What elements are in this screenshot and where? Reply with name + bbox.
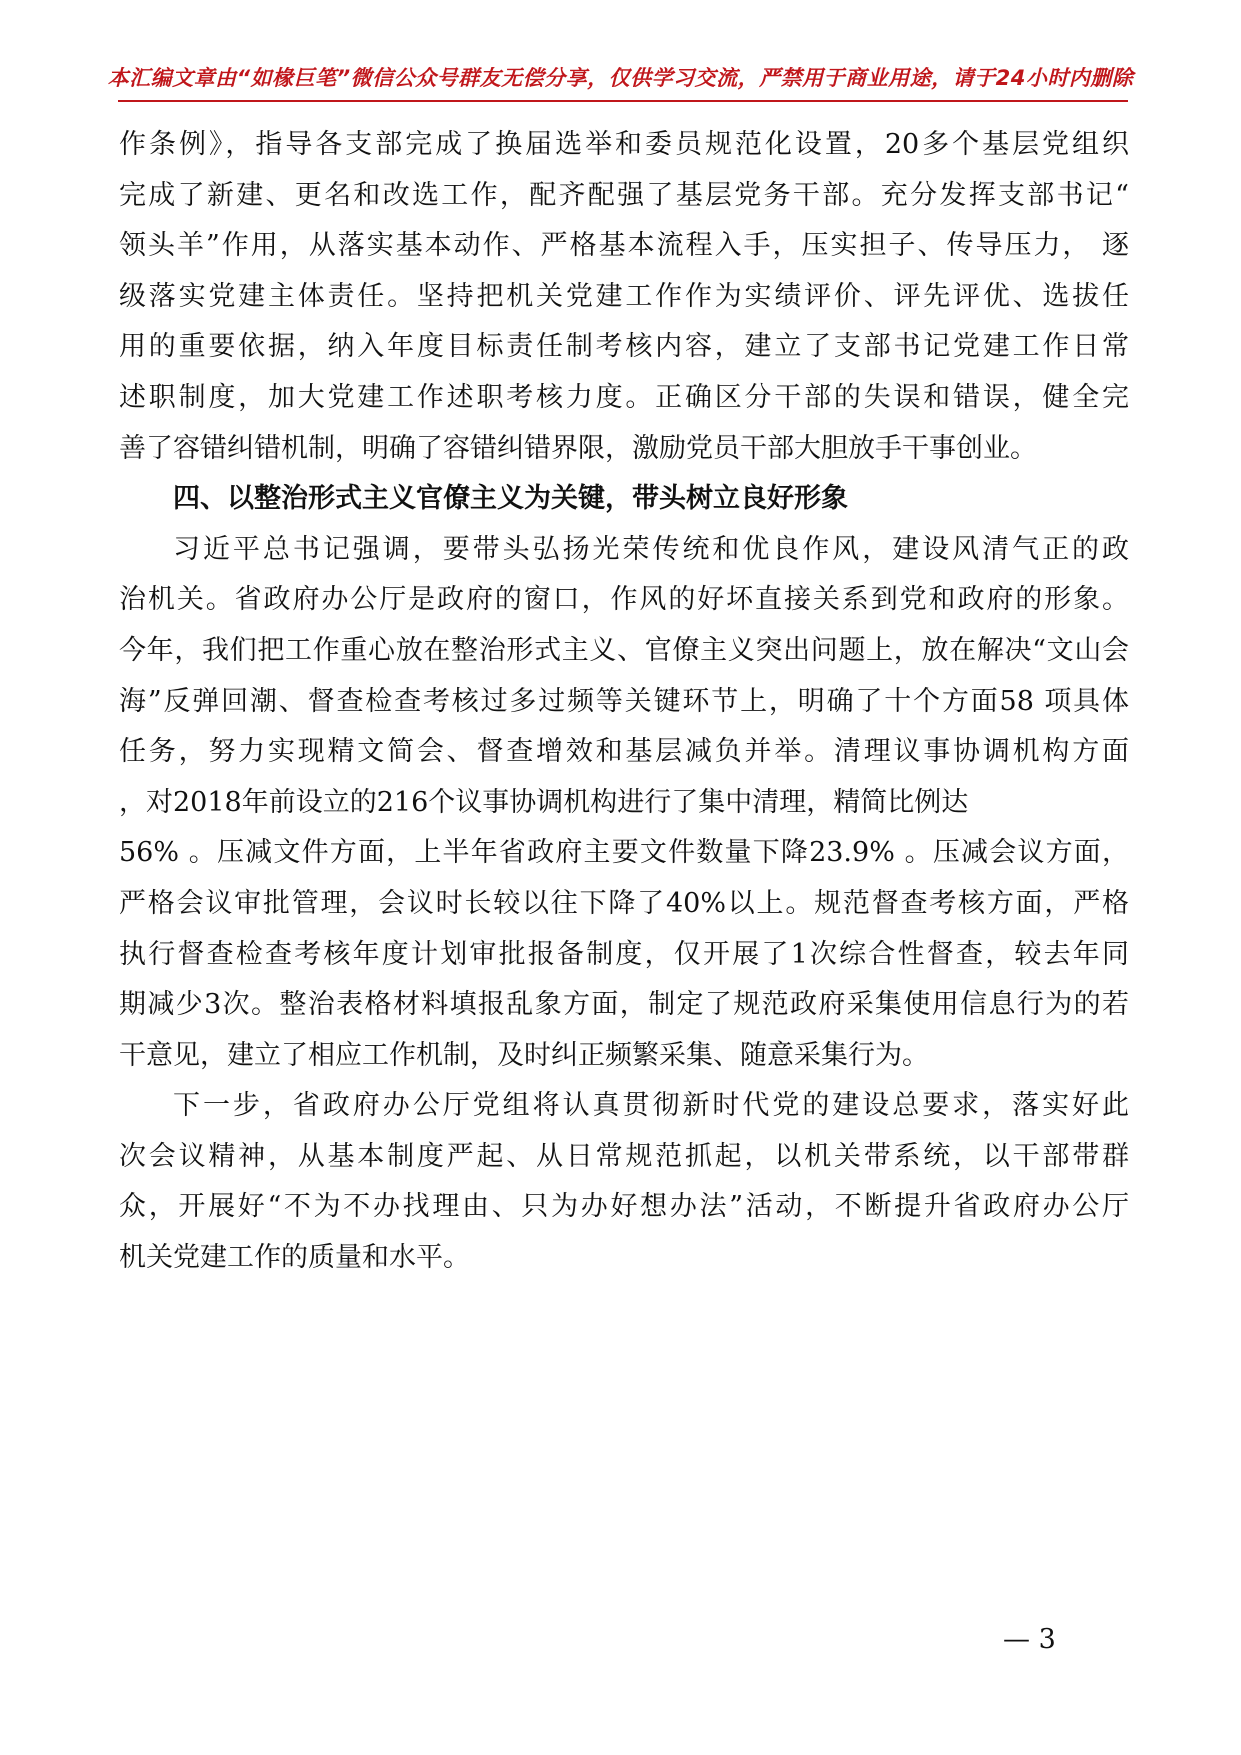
body-line: 领头羊”作用，从落实基本动作、严格基本流程入手，压实担子、传导压力， 逐: [119, 230, 1129, 262]
section-heading: 四、以整治形式主义官僚主义为关键，带头树立良好形象: [173, 483, 848, 515]
body-line: ，对2018年前设立的216个议事协调机构进行了集中清理，精简比例达: [119, 786, 969, 818]
body-line: 述职制度，加大党建工作述职考核力度。正确区分干部的失误和错误，健全完: [119, 381, 1129, 413]
body-line: 期减少3次。整治表格材料填报乱象方面，制定了规范政府采集使用信息行为的若: [119, 989, 1129, 1021]
body-line: 机关党建工作的质量和水平。: [119, 1242, 470, 1274]
body-line: 习近平总书记强调，要带头弘扬光荣传统和优良作风，建设风清气正的政: [173, 533, 1129, 565]
page-number: — 3: [1003, 1624, 1056, 1655]
body-line: 善了容错纠错机制，明确了容错纠错界限，激励党员干部大胆放手干事创业。: [119, 432, 1037, 464]
body-line: 任务，努力实现精文简会、督查增效和基层减负并举。清理议事协调机构方面: [119, 736, 1129, 768]
body-line: 干意见，建立了相应工作机制，及时纠正频繁采集、随意采集行为。: [119, 1039, 929, 1071]
body-line: 作条例》，指导各支部完成了换届选举和委员规范化设置，20多个基层党组织: [119, 129, 1129, 160]
body-line: 执行督查检查考核年度计划审批报备制度，仅开展了1次综合性督查，较去年同: [119, 938, 1129, 970]
body-line: 今年，我们把工作重心放在整治形式主义、官僚主义突出问题上，放在解决“文山会: [119, 634, 1129, 666]
body-line: 海”反弹回潮、督查检查考核过多过频等关键环节上，明确了十个方面58 项具体: [119, 685, 1129, 717]
banner-divider: [118, 100, 1128, 102]
body-line: 用的重要依据，纳入年度目标责任制考核内容，建立了支部书记党建工作日常: [119, 331, 1129, 363]
body-line: 级落实党建主体责任。坚持把机关党建工作作为实绩评价、评先评优、选拔任: [119, 280, 1129, 312]
body-line: 下一步，省政府办公厅党组将认真贯彻新时代党的建设总要求，落实好此: [173, 1090, 1129, 1122]
body-line: 严格会议审批管理，会议时长较以往下降了40%以上。规范督查考核方面，严格: [119, 887, 1129, 919]
document-body: [119, 120, 1129, 1284]
body-line: 治机关。省政府办公厅是政府的窗口，作风的好坏直接关系到党和政府的形象。: [119, 584, 1129, 616]
body-line: 完成了新建、更名和改选工作，配齐配强了基层党务干部。充分发挥支部书记“: [119, 179, 1129, 211]
body-line: 次会议精神，从基本制度严起、从日常规范抓起，以机关带系统，以干部带群: [119, 1140, 1129, 1172]
body-line: 众，开展好“不为不办找理由、只为办好想办法”活动，不断提升省政府办公厅: [119, 1191, 1129, 1223]
body-line: 56% 。压减文件方面，上半年省政府主要文件数量下降23.9% 。压减会议方面，: [119, 837, 1129, 869]
copyright-banner: 本汇编文章由“如椽巨笔”微信公众号群友无偿分享，仅供学习交流，严禁用于商业用途，请于24小时内删除: [107, 66, 1134, 90]
